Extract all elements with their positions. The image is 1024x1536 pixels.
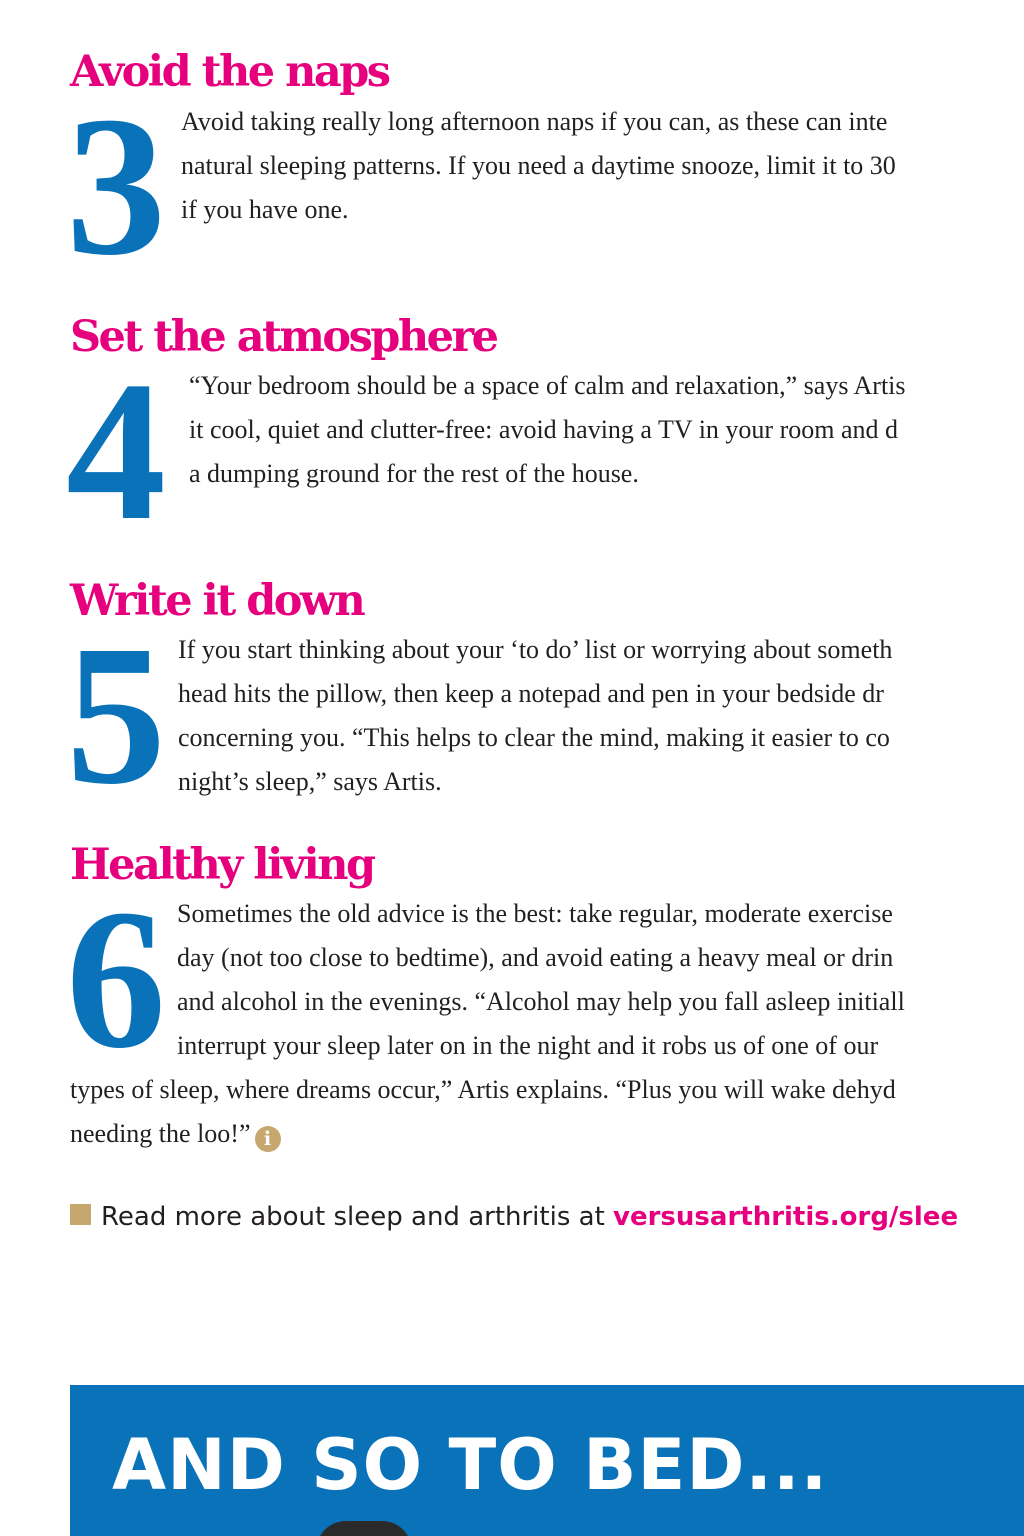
tip-number: 3: [66, 76, 166, 297]
tip-body: [189, 364, 906, 496]
tip-body-line: natural sleeping patterns. If you need a daytime snooze, limit it to 30: [181, 151, 896, 180]
tip-body-line: it cool, quiet and clutter-free: avoid having a TV in your room and d: [189, 415, 898, 444]
tip-body-line: Avoid taking really long afternoon naps if you can, as these can inte: [181, 107, 888, 136]
tip-number: 4: [66, 341, 166, 562]
read-more: [70, 1198, 958, 1236]
tip-body-line: If you start thinking about your ‘to do’ list or worrying about someth: [178, 635, 893, 664]
tip-heading: Write it down: [70, 576, 364, 626]
tip-body-line: head hits the pillow, then keep a notepad and pen in your bedside dr: [178, 679, 884, 708]
tip-body: [177, 892, 905, 1068]
tip-body-line: Sometimes the old advice is the best: take regular, moderate exercise: [177, 899, 893, 928]
tip-body-line: interrupt your sleep later on in the night and it robs us of one of our: [177, 1031, 879, 1060]
tip-body-continued: [70, 1068, 896, 1156]
section-banner: [70, 1385, 1024, 1536]
tip-body-line: day (not too close to bedtime), and avoid eating a heavy meal or drin: [177, 943, 894, 972]
info-icon: i: [255, 1126, 281, 1152]
tip-6: [66, 840, 1024, 1150]
read-more-text: Read more about sleep and arthritis at: [101, 1202, 614, 1232]
lamp-image-top: [316, 1521, 412, 1536]
tip-heading: Set the atmosphere: [70, 312, 497, 362]
tip-body-line: types of sleep, where dreams occur,” Artis explains. “Plus you will wake dehyd: [70, 1075, 896, 1104]
tip-3: [66, 47, 1024, 297]
tip-number: 5: [66, 605, 166, 826]
tip-body-line: a dumping ground for the rest of the house.: [189, 459, 639, 488]
tip-body: [178, 628, 892, 804]
tip-body-line-text: needing the loo!”: [70, 1119, 251, 1148]
tip-4: [66, 312, 1024, 562]
tip-body-line: and alcohol in the evenings. “Alcohol may help you fall asleep initiall: [177, 987, 905, 1016]
tip-number: 6: [66, 869, 166, 1090]
tip-body-line: concerning you. “This helps to clear the mind, making it easier to co: [178, 723, 890, 752]
tip-body-line: “Your bedroom should be a space of calm and relaxation,” says Artis: [189, 371, 906, 400]
tip-body-line: night’s sleep,” says Artis.: [178, 767, 442, 796]
read-more-link[interactable]: versusarthritis.org/slee: [613, 1202, 959, 1232]
tip-body-line: if you have one.: [181, 195, 349, 224]
tip-body-line-last: [70, 1112, 896, 1156]
square-bullet-icon: [70, 1204, 91, 1225]
tip-5: [66, 576, 1024, 826]
tip-heading: Healthy living: [70, 840, 374, 890]
tip-heading: Avoid the naps: [70, 47, 389, 97]
banner-title: AND SO TO BED...: [112, 1424, 829, 1506]
tip-body: [181, 100, 896, 232]
